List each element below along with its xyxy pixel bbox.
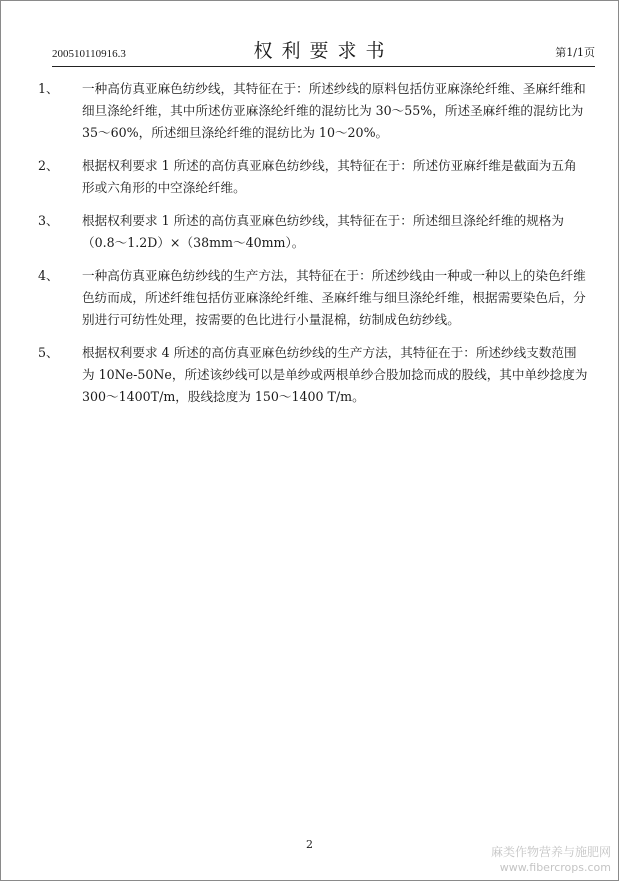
claim-text: 一种高仿真亚麻色纺纱线的生产方法，其特征在于：所述纱线由一种或一种以上的染色纤维色纺而成，所述纤维包括仿亚麻涤纶纤维、圣麻纤维与细旦涤纶纤维，根据需要染色后，分别进行可纺性处理，按需要的色比进行小量混棉，纺制成色纺纱线。 — [82, 268, 586, 327]
claim-item — [38, 210, 589, 254]
application-number: 200510110916.3 — [52, 48, 126, 60]
claim-number: 5、 — [38, 345, 59, 360]
watermark-url: www.fibercrops.com — [499, 861, 611, 874]
claim-number: 3、 — [38, 213, 59, 228]
claims-list — [38, 78, 589, 419]
claim-text: 一种高仿真亚麻色纺纱线，其特征在于：所述纱线的原料包括仿亚麻涤纶纤维、圣麻纤维和细旦涤纶纤维，其中所述仿亚麻涤纶纤维的混纺比为 30～55%，所述圣麻纤维的混纺比为 35～60%，所述细旦涤纶纤维的混纺比为 10～20%。 — [82, 81, 586, 140]
watermark-text: 麻类作物营养与施肥网 — [490, 845, 611, 859]
claim-item — [38, 265, 589, 331]
watermark — [491, 845, 611, 875]
header-rule — [52, 66, 595, 67]
claim-item — [38, 342, 589, 408]
claim-item — [38, 78, 589, 144]
claim-number: 1、 — [38, 81, 59, 96]
claim-number: 2、 — [38, 158, 59, 173]
document-header — [52, 36, 595, 66]
page-number: 2 — [306, 838, 313, 851]
claim-number: 4、 — [38, 268, 59, 283]
page-label: 第1/1页 — [555, 46, 595, 59]
page-title: 权利要求书 — [253, 40, 394, 62]
claim-text: 根据权利要求 1 所述的高仿真亚麻色纺纱线，其特征在于：所述仿亚麻纤维是截面为五角形或六角形的中空涤纶纤维。 — [82, 158, 577, 195]
claim-text: 根据权利要求 1 所述的高仿真亚麻色纺纱线，其特征在于：所述细旦涤纶纤维的规格为（0.8～1.2D）×（38mm～40mm）。 — [82, 213, 564, 250]
claim-item — [38, 155, 589, 199]
claim-text: 根据权利要求 4 所述的高仿真亚麻色纺纱线的生产方法，其特征在于：所述纱线支数范围为 10Ne-50Ne，所述该纱线可以是单纱或两根单纱合股加捻而成的股线，其中单纱捻度为 300～1400T/m，股线捻度为 150～1400 T/m。 — [82, 345, 588, 404]
